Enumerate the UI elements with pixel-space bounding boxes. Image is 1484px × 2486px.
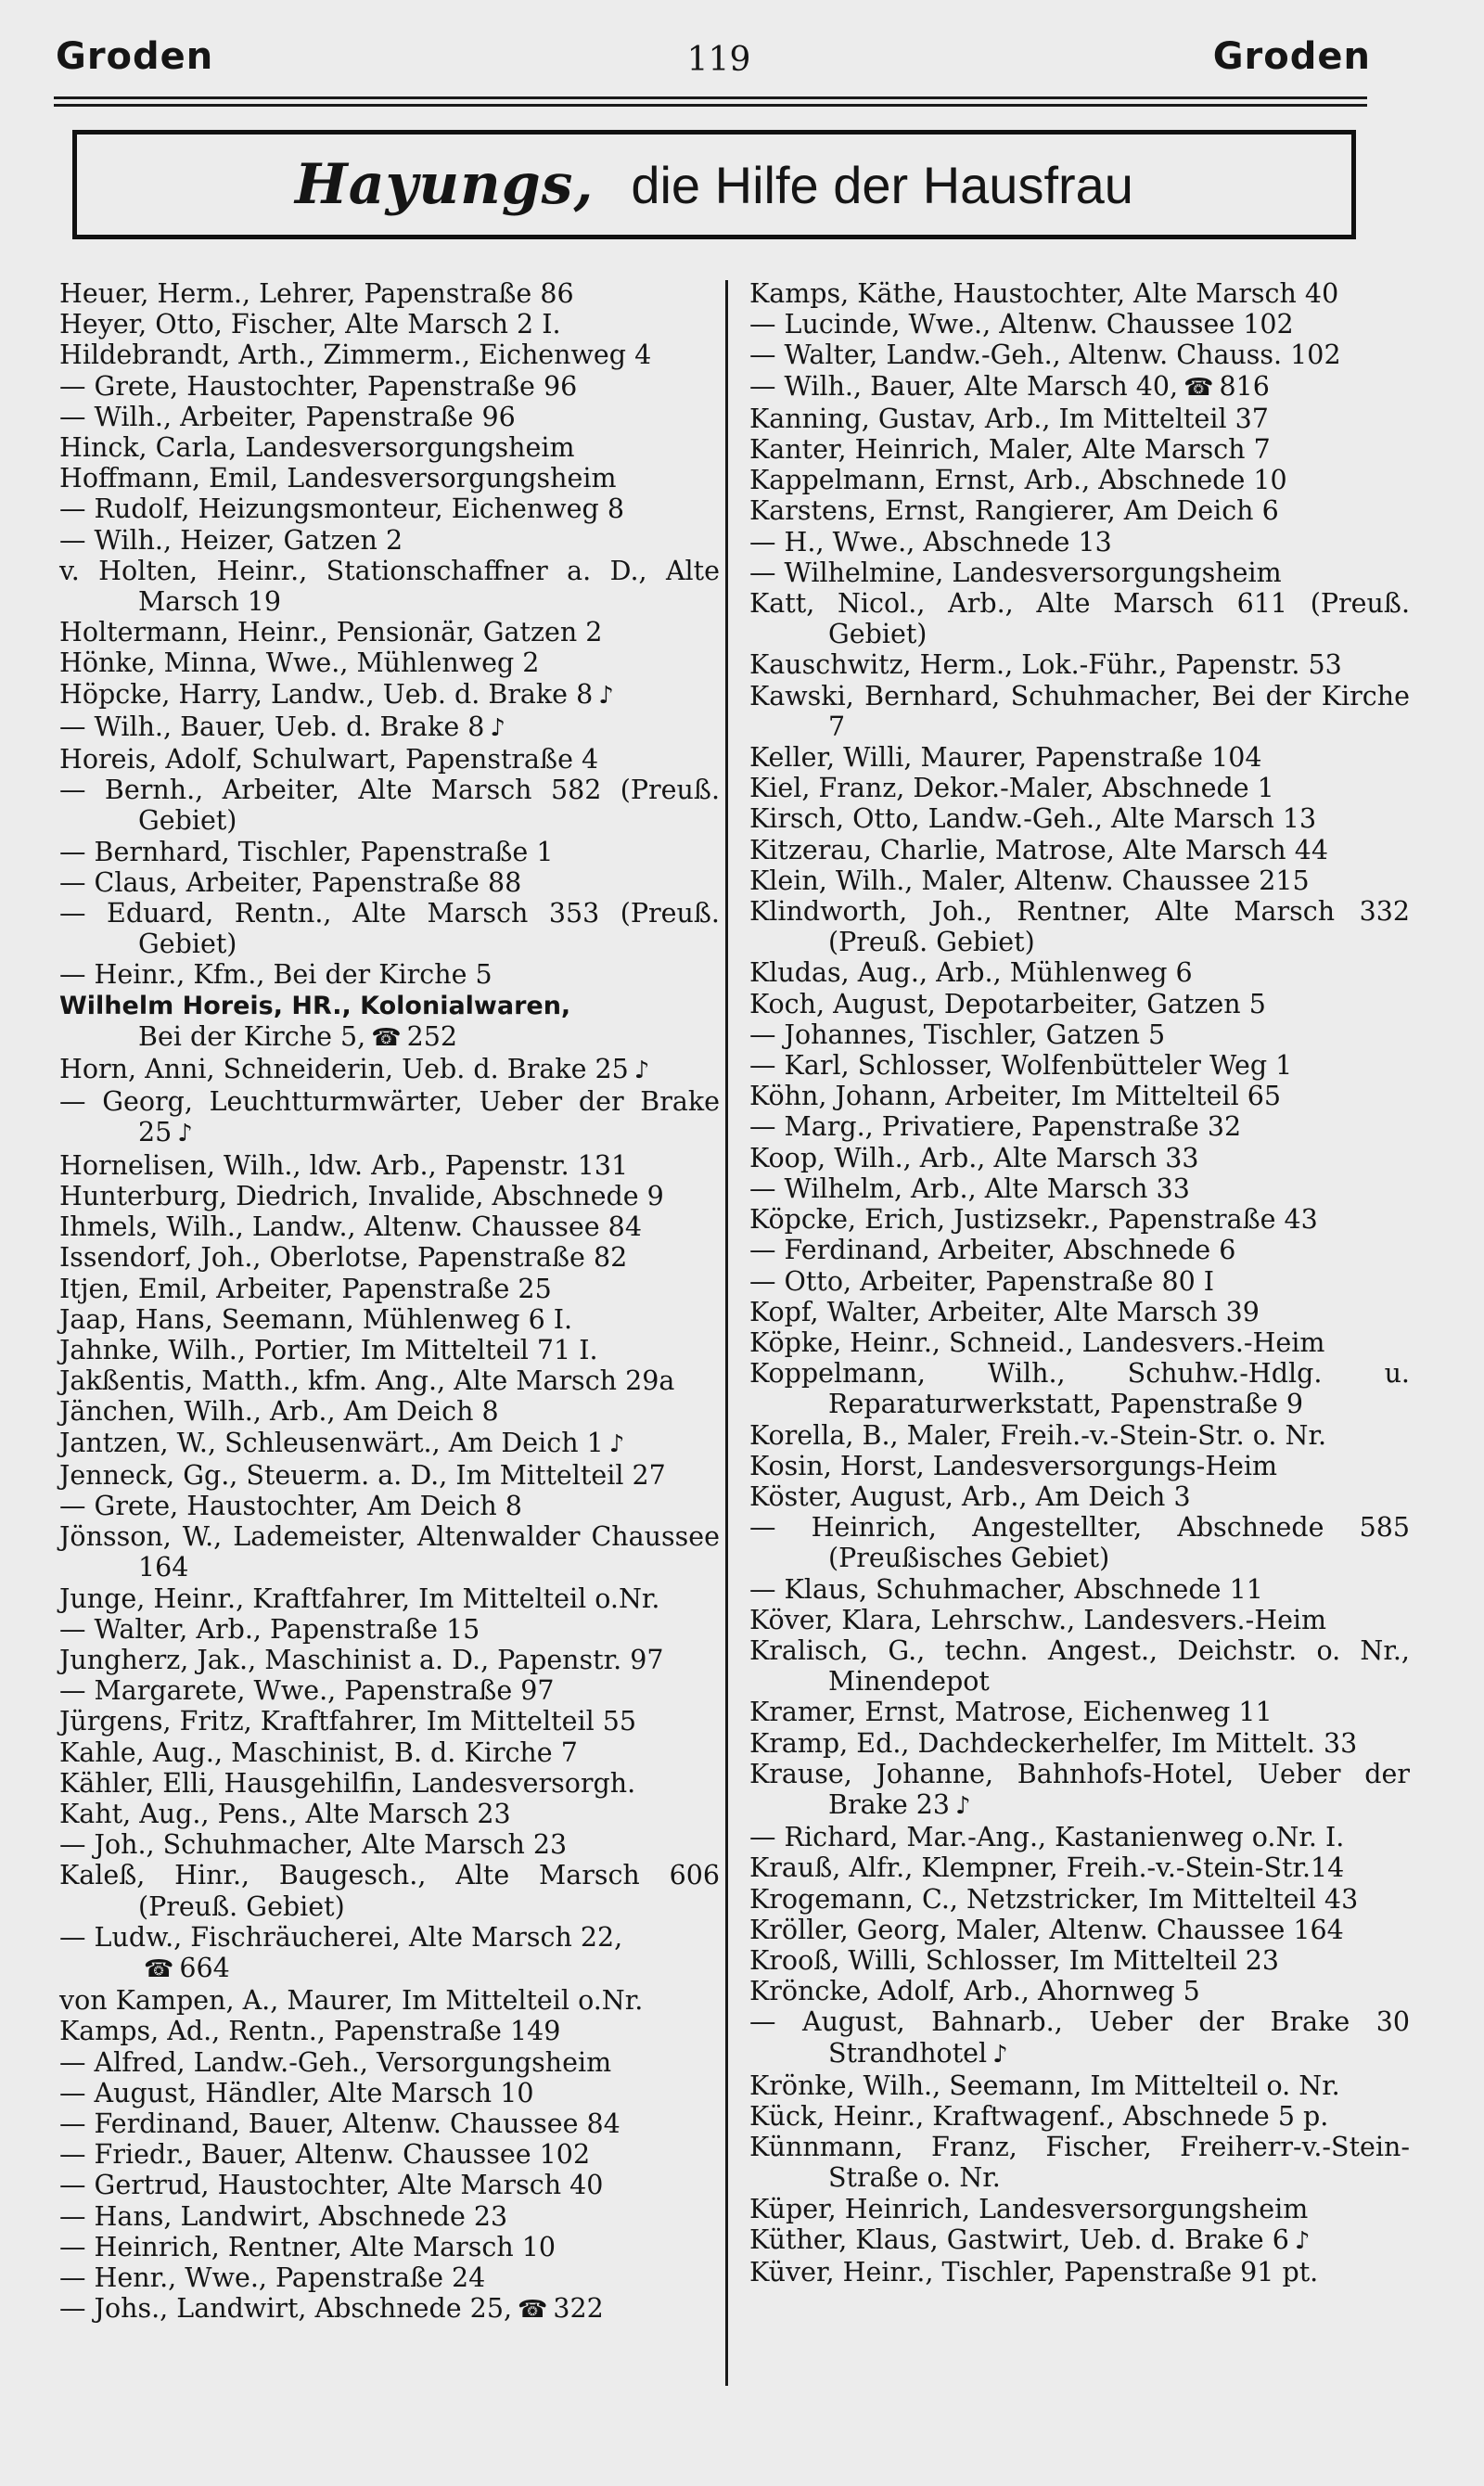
entry-text: Kauschwitz, Herm., Lok.-Führ., Papenstr. 53 — [749, 649, 1342, 681]
directory-entry — [59, 1706, 720, 1736]
entry-text: Kosin, Horst, Landesversorgungs-Heim — [749, 1450, 1278, 1481]
entry-text: Kaleß, Hinr., Baugesch., Alte Marsch 606 (Preuß. Gebiet) — [59, 1860, 720, 1922]
entry-text: — Wilh., Heizer, Gatzen 2 — [59, 524, 403, 556]
directory-entry — [59, 1365, 720, 1396]
ad-slogan: die Hilfe der Hausfrau — [631, 155, 1133, 214]
post-horn-icon: ♪ — [598, 681, 614, 710]
directory-entry — [59, 278, 720, 309]
header-left-place: Groden — [56, 35, 214, 78]
directory-entry — [59, 2201, 720, 2232]
directory-entry — [59, 1985, 720, 2016]
directory-entry — [59, 1737, 720, 1768]
entry-text: Küver, Heinr., Tischler, Papenstraße 91 pt. — [749, 2257, 1319, 2287]
entry-text: Jakßentis, Matth., kfm. Ang., Alte Marsch 29a — [59, 1365, 675, 1397]
directory-entry — [749, 1512, 1410, 1573]
directory-entry — [749, 1822, 1410, 1852]
entry-text: Kitzerau, Charlie, Matrose, Alte Marsch 44 — [749, 834, 1328, 865]
entry-text: Jönsson, W., Lademeister, Altenwalder Chaussee 164 — [59, 1521, 720, 1583]
directory-entry — [59, 556, 720, 617]
directory-entry — [749, 835, 1410, 865]
directory-entry — [749, 1759, 1410, 1822]
directory-entry — [59, 1829, 720, 1860]
entry-text: Kähler, Elli, Hausgehilfin, Landesversorgh. — [59, 1767, 636, 1799]
header-rule — [54, 96, 1367, 99]
directory-entry — [749, 404, 1410, 434]
entry-text: Kawski, Bernhard, Schuhmacher, Bei der Kirche 7 — [749, 680, 1410, 742]
entry-text: Koppelmann, Wilh., Schuhw.-Hdlg. u. Reparaturwerkstatt, Papenstraße 9 — [749, 1358, 1410, 1420]
entry-text: — Walter, Landw.-Geh., Altenw. Chauss. 102 — [749, 340, 1341, 371]
entry-text: Jänchen, Wilh., Arb., Am Deich 8 — [59, 1396, 499, 1428]
entry-text: — Otto, Arbeiter, Papenstraße 80 I — [749, 1265, 1215, 1297]
header-rule-thin — [54, 104, 1367, 107]
telephone-icon: ☎ — [144, 1954, 174, 1983]
entry-text: Krogemann, C., Netzstricker, Im Mittelteil 43 — [749, 1883, 1359, 1915]
entry-text: Kopf, Walter, Arbeiter, Alte Marsch 39 — [749, 1296, 1260, 1327]
entry-text: — Johs., Landwirt, Abschnede 25, — [59, 2293, 513, 2325]
entry-text: Kanter, Heinrich, Maler, Alte Marsch 7 — [749, 434, 1271, 466]
entry-text: Krauß, Alfr., Klempner, Freih.-v.-Stein-Str.14 — [749, 1852, 1345, 1884]
entry-text: Köpcke, Erich, Justizsekr., Papenstraße 43 — [749, 1204, 1318, 1236]
telephone-icon: ☎ — [371, 1023, 402, 1052]
directory-entry — [749, 681, 1410, 742]
entry-text: — Bernh., Arbeiter, Alte Marsch 582 (Preuß. Gebiet) — [59, 775, 720, 837]
entry-text: v. Holten, Heinr., Stationschaffner a. D., Alte Marsch 19 — [59, 555, 720, 618]
right-column — [749, 278, 1410, 2287]
entry-text: — Henr., Wwe., Papenstraße 24 — [59, 2262, 486, 2293]
entry-text: — Marg., Privatiere, Papenstraße 32 — [749, 1111, 1242, 1143]
phone-number: 816 — [1219, 370, 1270, 402]
directory-entry — [59, 1181, 720, 1211]
entry-text: Hönke, Minna, Wwe., Mühlenweg 2 — [59, 647, 540, 679]
entry-text: Itjen, Emil, Arbeiter, Papenstraße 25 — [59, 1273, 552, 1304]
directory-entry — [59, 1150, 720, 1181]
entry-text: Keller, Willi, Maurer, Papenstraße 104 — [749, 742, 1262, 774]
entry-text: — Richard, Mar.-Ang., Kastanienweg o.Nr. I. — [749, 1822, 1345, 1853]
post-horn-icon: ♪ — [177, 1120, 193, 1148]
directory-entry — [59, 1335, 720, 1365]
entry-text: — Ferdinand, Bauer, Altenw. Chaussee 84 — [59, 2108, 620, 2139]
directory-entry — [749, 1915, 1410, 1945]
directory-entry — [749, 1266, 1410, 1297]
directory-entry — [59, 1860, 720, 1921]
entry-text: Hinck, Carla, Landesversorgungsheim — [59, 432, 575, 464]
entry-text: — Karl, Schlosser, Wolfenbütteler Weg 1 — [749, 1050, 1293, 1082]
entry-text: — Rudolf, Heizungsmonteur, Eichenweg 8 — [59, 493, 624, 525]
directory-entry — [59, 959, 720, 990]
directory-entry — [749, 2070, 1410, 2101]
entry-text: Kiel, Franz, Dekor.-Maler, Abschnede 1 — [749, 773, 1274, 804]
entry-text: Krooß, Willi, Schlosser, Im Mittelteil 23 — [749, 1944, 1280, 1976]
entry-text: — August, Bahnarb., Ueber der Brake 30 Strandhotel — [749, 2006, 1410, 2069]
directory-entry — [59, 679, 720, 711]
phone-number: 322 — [553, 2293, 604, 2325]
directory-entry — [749, 1728, 1410, 1759]
directory-entry — [59, 525, 720, 556]
directory-entry — [59, 402, 720, 432]
directory-entry — [59, 744, 720, 775]
entry-text: — Wilhelmine, Landesversorgungsheim — [749, 557, 1282, 588]
entry-text: — Wilhelm, Arb., Alte Marsch 33 — [749, 1173, 1190, 1204]
directory-entry — [59, 463, 720, 493]
directory-entry — [59, 1086, 720, 1149]
directory-entry — [749, 2224, 1410, 2257]
directory-entry — [749, 371, 1410, 404]
directory-entry — [749, 1143, 1410, 1173]
entry-text: Künnmann, Franz, Fischer, Freiherr-v.-Stein-Straße o. Nr. — [749, 2132, 1410, 2194]
directory-entry — [749, 1050, 1410, 1081]
directory-entry — [59, 1021, 720, 1054]
phone-number: 252 — [406, 1020, 458, 1052]
directory-entry — [749, 1358, 1410, 1419]
directory-entry — [59, 1922, 720, 1985]
entry-text: Kramer, Ernst, Matrose, Eichenweg 11 — [749, 1697, 1273, 1728]
entry-text: — Eduard, Rentn., Alte Marsch 353 (Preuß. Gebiet) — [59, 898, 720, 960]
advertisement-banner — [72, 130, 1356, 239]
directory-entry — [59, 647, 720, 678]
directory-entry — [59, 837, 720, 867]
entry-text: Klein, Wilh., Maler, Altenw. Chaussee 215 — [749, 865, 1310, 896]
directory-entry — [59, 991, 720, 1021]
directory-entry — [749, 1111, 1410, 1142]
entry-text: — Ludw., Fischräucherei, Alte Marsch 22, — [59, 1921, 623, 1953]
entry-text: — H., Wwe., Abschnede 13 — [749, 526, 1112, 557]
entry-text: Bei der Kirche 5, — [138, 1020, 366, 1052]
entry-text: Köster, August, Arb., Am Deich 3 — [749, 1480, 1191, 1512]
directory-entry — [749, 527, 1410, 557]
directory-entry — [749, 649, 1410, 680]
directory-entry — [59, 2108, 720, 2139]
left-column — [59, 278, 720, 2326]
entry-text: Ihmels, Wilh., Landw., Altenw. Chaussee 84 — [59, 1211, 642, 1243]
directory-entry — [749, 1481, 1410, 1512]
directory-entry — [749, 1976, 1410, 2006]
entry-text: — Lucinde, Wwe., Altenw. Chaussee 102 — [749, 309, 1294, 340]
directory-entry — [59, 1274, 720, 1304]
entry-text: — Heinr., Kfm., Bei der Kirche 5 — [59, 959, 493, 991]
directory-entry — [749, 340, 1410, 370]
directory-entry — [59, 2170, 720, 2200]
entry-text: — Georg, Leuchtturmwärter, Ueber der Brake 25 — [59, 1086, 720, 1148]
directory-entry — [59, 1211, 720, 1242]
directory-entry — [749, 278, 1410, 309]
directory-entry — [59, 2016, 720, 2046]
entry-text: Junge, Heinr., Kraftfahrer, Im Mittelteil o.Nr. — [59, 1583, 660, 1614]
header-right-place: Groden — [1212, 35, 1371, 78]
entry-text: Heyer, Otto, Fischer, Alte Marsch 2 I. — [59, 309, 561, 340]
entry-text: — Bernhard, Tischler, Papenstraße 1 — [59, 836, 554, 867]
directory-entry — [59, 1645, 720, 1675]
directory-entry — [749, 2101, 1410, 2132]
directory-entry — [749, 865, 1410, 896]
entry-text: — Walter, Arb., Papenstraße 15 — [59, 1613, 480, 1645]
directory-entry — [59, 2293, 720, 2326]
directory-entry — [59, 867, 720, 898]
entry-text: Jantzen, W., Schleusenwärt., Am Deich 1 — [59, 1427, 604, 1458]
entry-text: — Wilh., Arbeiter, Papenstraße 96 — [59, 401, 516, 432]
entry-text: — Joh., Schuhmacher, Alte Marsch 23 — [59, 1829, 568, 1861]
entry-text: Koop, Wilh., Arb., Alte Marsch 33 — [749, 1142, 1199, 1173]
directory-entry — [749, 742, 1410, 773]
directory-entry — [749, 495, 1410, 526]
directory-entry — [59, 1799, 720, 1829]
directory-entry — [749, 2006, 1410, 2070]
directory-entry — [749, 1173, 1410, 1204]
entry-text: Jahnke, Wilh., Portier, Im Mittelteil 71 I. — [59, 1334, 598, 1365]
directory-entry — [59, 1491, 720, 1521]
post-horn-icon: ♪ — [955, 1791, 971, 1820]
directory-entry — [749, 309, 1410, 340]
entry-text: Wilhelm Horeis, HR., Kolonialwaren, — [59, 991, 571, 1020]
directory-entry — [59, 1242, 720, 1273]
directory-entry — [59, 1614, 720, 1645]
entry-text: — Ferdinand, Arbeiter, Abschnede 6 — [749, 1235, 1236, 1266]
directory-entry — [749, 1574, 1410, 1605]
entry-text: — August, Händler, Alte Marsch 10 — [59, 2077, 534, 2108]
entry-text: Kralisch, G., techn. Angest., Deichstr. o. Nr., Minendepot — [749, 1634, 1410, 1698]
post-horn-icon: ♪ — [608, 1429, 625, 1458]
entry-text: Jungherz, Jak., Maschinist a. D., Papenstr. 97 — [59, 1644, 664, 1675]
entry-text: Holtermann, Heinr., Pensionär, Gatzen 2 — [59, 617, 603, 648]
directory-entry — [59, 1304, 720, 1335]
entry-text: Kamps, Käthe, Haustochter, Alte Marsch 40 — [749, 278, 1339, 309]
entry-text: Hildebrandt, Arth., Zimmerm., Eichenweg 4 — [59, 340, 652, 371]
directory-entry — [59, 1583, 720, 1614]
directory-entry — [59, 1521, 720, 1583]
directory-entry — [749, 1697, 1410, 1727]
entry-text: Hoffmann, Emil, Landesversorgungsheim — [59, 463, 617, 494]
entry-text: Höpcke, Harry, Landw., Ueb. d. Brake 8 — [59, 678, 594, 710]
entry-text: — Heinrich, Angestellter, Abschnede 585 (Preußisches Gebiet) — [749, 1512, 1410, 1574]
entry-text: — Margarete, Wwe., Papenstraße 97 — [59, 1675, 555, 1707]
entry-text: Kamps, Ad., Rentn., Papenstraße 149 — [59, 2016, 561, 2047]
phone-number: 664 — [179, 1952, 230, 1983]
ad-brand-name: Hayungs, — [295, 152, 595, 217]
directory-entry — [59, 309, 720, 340]
entry-text: — Grete, Haustochter, Papenstraße 96 — [59, 370, 578, 402]
directory-entry — [749, 2257, 1410, 2287]
directory-entry — [59, 1675, 720, 1706]
entry-text: — Wilh., Bauer, Ueb. d. Brake 8 — [59, 711, 485, 742]
post-horn-icon: ♪ — [1294, 2226, 1311, 2255]
directory-entry — [59, 2078, 720, 2108]
entry-text: — Klaus, Schuhmacher, Abschnede 11 — [749, 1573, 1263, 1605]
directory-entry — [749, 1635, 1410, 1697]
directory-entry — [749, 465, 1410, 495]
entry-text: — Hans, Landwirt, Abschnede 23 — [59, 2200, 508, 2232]
directory-entry — [749, 588, 1410, 649]
entry-text: Kröller, Georg, Maler, Altenw. Chaussee 164 — [749, 1914, 1344, 1945]
entry-text: Issendorf, Joh., Oberlotse, Papenstraße 82 — [59, 1242, 628, 1274]
entry-text: Korella, B., Maler, Freih.-v.-Stein-Str. o. Nr. — [749, 1419, 1327, 1451]
entry-text: Kirsch, Otto, Landw.-Geh., Alte Marsch 13 — [749, 803, 1317, 835]
entry-text: von Kampen, A., Maurer, Im Mittelteil o.Nr. — [59, 1985, 644, 2017]
entry-text: Krönke, Wilh., Seemann, Im Mittelteil o. Nr. — [749, 2070, 1340, 2101]
entry-text: — Johannes, Tischler, Gatzen 5 — [749, 1019, 1166, 1050]
directory-entry — [749, 2132, 1410, 2193]
directory-entry — [59, 1460, 720, 1491]
entry-text: Horeis, Adolf, Schulwart, Papenstraße 4 — [59, 744, 599, 775]
directory-entry — [749, 1235, 1410, 1265]
entry-text: — Grete, Haustochter, Am Deich 8 — [59, 1490, 522, 1521]
entry-text: Köpke, Heinr., Schneid., Landesvers.-Heim — [749, 1326, 1325, 1358]
directory-entry — [749, 1884, 1410, 1915]
directory-entry — [749, 434, 1410, 465]
entry-text: Kröncke, Adolf, Arb., Ahornweg 5 — [749, 1976, 1200, 2007]
entry-text: Kaht, Aug., Pens., Alte Marsch 23 — [59, 1798, 511, 1829]
directory-entry — [59, 432, 720, 463]
directory-entry — [749, 1420, 1410, 1451]
directory-entry — [59, 898, 720, 959]
directory-entry — [749, 896, 1410, 957]
entry-text: Jürgens, Fritz, Kraftfahrer, Im Mittelteil 55 — [59, 1706, 637, 1737]
entry-text: Krause, Johanne, Bahnhofs-Hotel, Ueber der Brake 23 — [749, 1758, 1410, 1820]
entry-text: Kludas, Aug., Arb., Mühlenweg 6 — [749, 957, 1193, 989]
directory-entry — [749, 2194, 1410, 2224]
post-horn-icon: ♪ — [490, 713, 505, 742]
telephone-icon: ☎ — [1183, 373, 1214, 402]
directory-entry — [749, 989, 1410, 1019]
directory-entry — [749, 1297, 1410, 1327]
entry-text: Heuer, Herm., Lehrer, Papenstraße 86 — [59, 278, 574, 309]
directory-entry — [749, 957, 1410, 988]
entry-text: Küper, Heinrich, Landesversorgungsheim — [749, 2193, 1309, 2224]
entry-text: Kanning, Gustav, Arb., Im Mittelteil 37 — [749, 403, 1269, 434]
entry-text: Katt, Nicol., Arb., Alte Marsch 611 (Preuß. Gebiet) — [749, 588, 1410, 650]
entry-text: Hornelisen, Wilh., ldw. Arb., Papenstr. 131 — [59, 1149, 629, 1181]
directory-entry — [59, 775, 720, 836]
directory-entry — [749, 1081, 1410, 1111]
directory-entry — [749, 1327, 1410, 1358]
directory-entry — [749, 1204, 1410, 1235]
directory-entry — [749, 1019, 1410, 1050]
entry-text: Hunterburg, Diedrich, Invalide, Abschnede 9 — [59, 1180, 664, 1211]
directory-entry — [59, 2139, 720, 2170]
directory-entry — [59, 2262, 720, 2293]
directory-entry — [59, 340, 720, 370]
directory-entry — [59, 1428, 720, 1460]
page-number: 119 — [686, 41, 751, 79]
directory-entry — [749, 1945, 1410, 1976]
entry-text: Kück, Heinr., Kraftwagenf., Abschnede 5 p. — [749, 2100, 1329, 2132]
entry-text: Kappelmann, Ernst, Arb., Abschnede 10 — [749, 465, 1287, 496]
directory-entry — [59, 617, 720, 647]
directory-entry — [59, 711, 720, 744]
directory-entry — [749, 803, 1410, 834]
directory-entry — [59, 2047, 720, 2078]
entry-text: Küther, Klaus, Gastwirt, Ueb. d. Brake 6 — [749, 2223, 1289, 2255]
directory-entry — [59, 371, 720, 402]
entry-text: Klindworth, Joh., Rentner, Alte Marsch 332 (Preuß. Gebiet) — [749, 896, 1410, 958]
entry-text: — Gertrud, Haustochter, Alte Marsch 40 — [59, 2170, 604, 2201]
telephone-icon: ☎ — [518, 2296, 548, 2325]
entry-text: — Claus, Arbeiter, Papenstraße 88 — [59, 866, 522, 898]
column-divider — [725, 280, 728, 2386]
entry-text: Köhn, Johann, Arbeiter, Im Mittelteil 65 — [749, 1081, 1282, 1112]
entry-text: Jenneck, Gg., Steuerm. a. D., Im Mittelteil 27 — [59, 1459, 666, 1491]
directory-entry — [59, 493, 720, 524]
entry-text: Horn, Anni, Schneiderin, Ueb. d. Brake 25 — [59, 1054, 629, 1085]
directory-entry — [749, 1605, 1410, 1635]
entry-text: — Heinrich, Rentner, Alte Marsch 10 — [59, 2231, 556, 2262]
entry-text: — Friedr., Bauer, Altenw. Chaussee 102 — [59, 2139, 591, 2171]
directory-entry — [59, 1054, 720, 1086]
directory-entry — [749, 1852, 1410, 1883]
directory-entry — [749, 773, 1410, 803]
directory-entry — [749, 1451, 1410, 1481]
directory-entry — [59, 2232, 720, 2262]
directory-entry — [59, 1396, 720, 1427]
post-horn-icon: ♪ — [633, 1057, 650, 1085]
entry-text: — Wilh., Bauer, Alte Marsch 40, — [749, 370, 1179, 402]
entry-text: — Alfred, Landw.-Geh., Versorgungsheim — [59, 2046, 612, 2078]
post-horn-icon: ♪ — [992, 2040, 1008, 2069]
directory-entry — [749, 557, 1410, 588]
entry-text: Jaap, Hans, Seemann, Mühlenweg 6 I. — [59, 1303, 573, 1335]
entry-text: Köver, Klara, Lehrschw., Landesvers.-Heim — [749, 1604, 1327, 1635]
entry-text: Kahle, Aug., Maschinist, B. d. Kirche 7 — [59, 1736, 578, 1768]
entry-text: Koch, August, Depotarbeiter, Gatzen 5 — [749, 988, 1266, 1019]
directory-entry — [59, 1768, 720, 1799]
entry-text: Kramp, Ed., Dachdeckerhelfer, Im Mittelt. 33 — [749, 1727, 1358, 1759]
entry-text: Karstens, Ernst, Rangierer, Am Deich 6 — [749, 495, 1279, 527]
